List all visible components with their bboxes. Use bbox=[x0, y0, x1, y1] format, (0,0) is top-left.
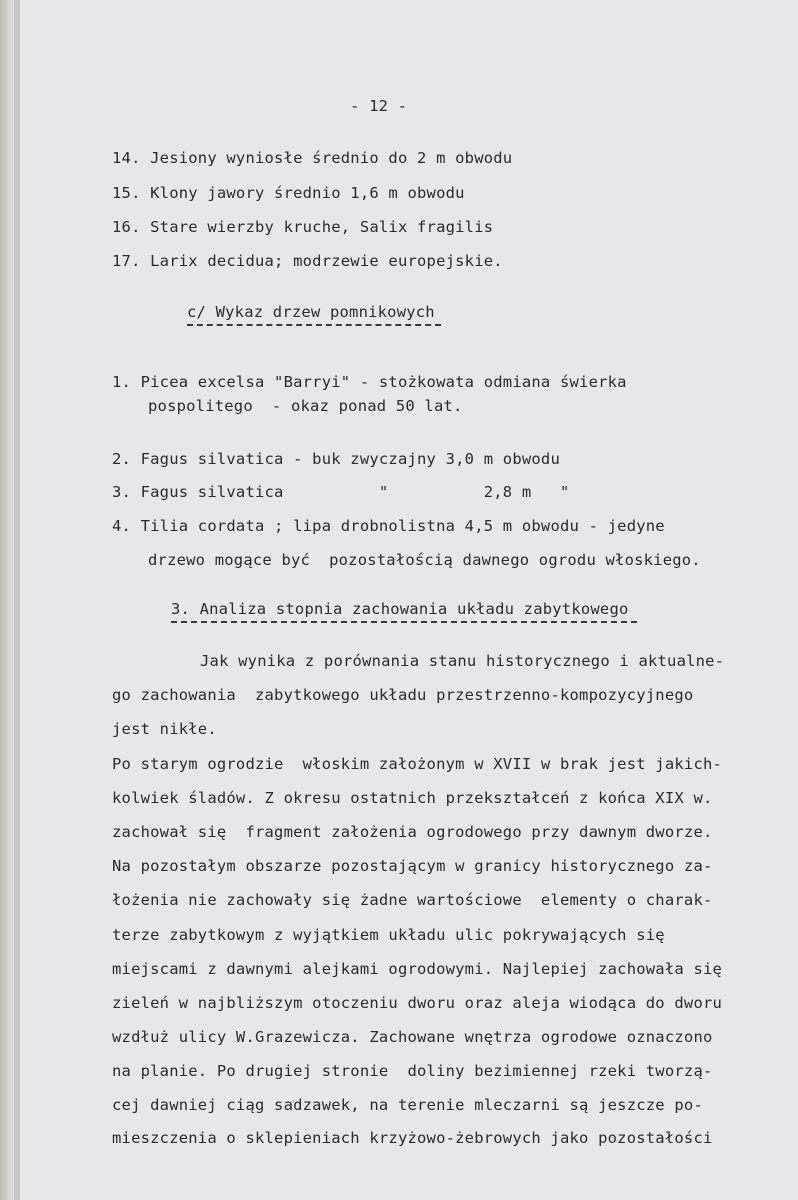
paragraph-line: zieleń w najbliższym otoczeniu dworu oraz aleja wiodąca do dworu bbox=[112, 994, 723, 1012]
paragraph-line: cej dawniej ciąg sadzawek, na terenie mleczarni są jeszcze po- bbox=[112, 1096, 703, 1114]
section-heading: c/ Wykaz drzew pomnikowych bbox=[187, 302, 441, 326]
paragraph-line: wzdłuż ulicy W.Grazewicza. Zachowane wnętrza ogrodowe oznaczono bbox=[112, 1028, 713, 1046]
list-item-continuation: drzewo mogące być pozostałością dawnego ogrodu włoskiego. bbox=[148, 551, 701, 569]
list-item: 16. Stare wierzby kruche, Salix fragilis bbox=[112, 218, 494, 236]
section-heading: 3. Analiza stopnia zachowania układu zabytkowego bbox=[171, 599, 637, 623]
paragraph-line: zachował się fragment założenia ogrodowego przy dawnym dworze. bbox=[112, 823, 713, 841]
list-item: 3. Fagus silvatica " 2,8 m " bbox=[112, 483, 570, 501]
page-edge bbox=[0, 0, 14, 1200]
list-item-continuation: pospolitego - okaz ponad 50 lat. bbox=[148, 397, 463, 415]
paragraph-line: Jak wynika z porównania stanu historycznego i aktualne- bbox=[200, 652, 725, 670]
list-item: 17. Larix decidua; modrzewie europejskie. bbox=[112, 252, 503, 270]
paragraph-line: miejscami z dawnymi alejkami ogrodowymi. Najlepiej zachowała się bbox=[112, 960, 723, 978]
list-item: 2. Fagus silvatica - buk zwyczajny 3,0 m obwodu bbox=[112, 450, 560, 468]
paragraph-line: go zachowania zabytkowego układu przestrzenno-kompozycyjnego bbox=[112, 686, 694, 704]
paragraph-line: na planie. Po drugiej stronie doliny bezimiennej rzeki tworzą- bbox=[112, 1062, 713, 1080]
paragraph-line: jest nikłe. bbox=[112, 720, 217, 738]
paragraph-line: kolwiek śladów. Z okresu ostatnich przekształceń z końca XIX w. bbox=[112, 789, 713, 807]
list-item: 15. Klony jawory średnio 1,6 m obwodu bbox=[112, 184, 465, 202]
paragraph-line: łożenia nie zachowały się żadne wartościowe elementy o charak- bbox=[112, 891, 713, 909]
paragraph-line: Po starym ogrodzie włoskim założonym w XVII w brak jest jakich- bbox=[112, 755, 723, 773]
paragraph-line: Na pozostałym obszarze pozostającym w granicy historycznego za- bbox=[112, 857, 713, 875]
list-item: 1. Picea excelsa "Barryi" - stożkowata odmiana świerka bbox=[112, 373, 627, 391]
binding-strip bbox=[14, 0, 20, 1200]
list-item: 4. Tilia cordata ; lipa drobnolistna 4,5 m obwodu - jedyne bbox=[112, 517, 665, 535]
paragraph-line: mieszczenia o sklepieniach krzyżowo-żebrowych jako pozostałości bbox=[112, 1129, 713, 1147]
paragraph-line: terze zabytkowym z wyjątkiem układu ulic pokrywających się bbox=[112, 926, 665, 944]
list-item: 14. Jesiony wyniosłe średnio do 2 m obwodu bbox=[112, 149, 513, 167]
page-number: - 12 - bbox=[350, 97, 408, 115]
